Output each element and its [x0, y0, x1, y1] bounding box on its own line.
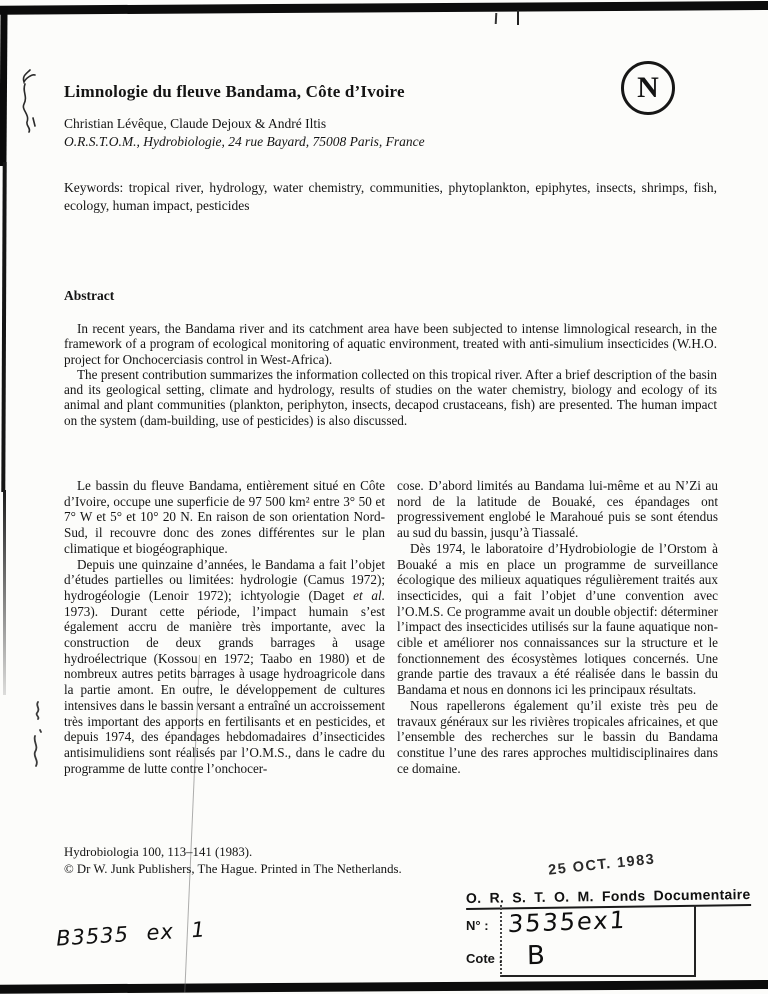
- body-right-paragraph-2: Dès 1974, le laboratoire d’Hydrobiologie de l’Orstom à Bouaké a mis en place un programme de surveillance écologique des milieux aquatiques régulièrement traités aux insecticides, qui a fait l’objet d’une convention avec l’O.M.S. Ce programme avait un double objectif: déterminer l’impact des insecticides utilisés sur la faune aquatique non-cible et améliorer nos connaissances sur la structure et le fonctionnement des écosystèmes lotiques concernés. Une grande partie des travaux a été réalisée dans le bassin du Bandama et nous en donnons ici les principaux résultats.: [397, 540, 718, 698]
- scan-fold-tick-icon: [517, 10, 519, 25]
- body-right-paragraph-1: cose. D’abord limités au Bandama lui-même et au N’Zi au nord de la latitude de Bouaké, ces épandages ont progressivement englobé le Marahoué puis se sont étendus au sud du bassin, jusqu’à Tiassalé.: [397, 478, 718, 541]
- body-left-paragraph-1: Le bassin du fleuve Bandama, entièrement situé en Côte d’Ivoire, occupe une superficie de 97 500 km² entre 3° 50 et 7° W et 5° et 10° 20 N. En raison de son orientation Nord-Sud, il recouvre donc des zones différentes sur le plan climatique et biogéographique.: [64, 478, 385, 556]
- handwritten-number-value: 3535ex1: [507, 905, 628, 939]
- scan-left-edge-strip-top: [0, 6, 8, 166]
- stamp-number-label: N° :: [466, 918, 489, 933]
- copyright-line: © Dr W. Junk Publishers, The Hague. Printed in The Netherlands.: [64, 861, 402, 876]
- date-received-stamp: 25 OCT. 1983: [547, 851, 657, 879]
- scan-top-edge-bar: [0, 1, 768, 15]
- scan-fold-tick-icon: [495, 13, 498, 24]
- abstract-heading: Abstract: [64, 288, 115, 303]
- body-left-paragraph-2: [64, 557, 385, 777]
- body-right-paragraph-3: Nous rapellerons également qu’il existe très peu de travaux généraux sur les rivières tropicales africaines, et que l’ensemble des recherches sur le bassin du Bandama constitue l’une des rares approches multidisciplinaires dans ce domaine.: [397, 697, 718, 776]
- body-left-column: [64, 478, 385, 776]
- scan-left-edge-strip-low: [3, 490, 6, 695]
- journal-reference-line: Hydrobiologia 100, 113–141 (1983).: [64, 845, 253, 859]
- keywords-line: Keywords: tropical river, hydrology, water chemistry, communities, phytoplankton, epiphytes, insects, shrimps, fish, ecology, human impact, pesticides: [64, 180, 717, 213]
- paper-title: Limnologie du fleuve Bandama, Côte d’Ivoire: [64, 82, 405, 101]
- body-left-paragraph-2-et-al: et al.: [353, 587, 385, 603]
- affiliation-line: O.R.S.T.O.M., Hydrobiologie, 24 rue Bayard, 75008 Paris, France: [64, 134, 425, 149]
- abstract-paragraph-2: The present contribution summarizes the information collected on this tropical river. After a brief description of the basin and its geological setting, climate and hydrology, results of studies on the water chemistry, biology and ecology of its animal and plant communities (plankton, periphyton, insects, decapod crustaceans, fish) are presented. The human impact on the system (dam-building, use of pesticides) is also discussed.: [64, 366, 717, 428]
- stamp-cote-label: Cote :: [466, 951, 503, 966]
- handwritten-shelf-code: B3535 ex 1: [55, 917, 207, 951]
- scan-left-edge-strip-mid: [1, 162, 6, 492]
- abstract-text: [64, 321, 717, 428]
- handwritten-cote-value: B: [526, 940, 546, 972]
- abstract-paragraph-1: In recent years, the Bandama river and its catchment area have been subjected to intense limnological research, in the framework of a program of ecological monitoring of aquatic environment, treated with anti-simulium insecticides (W.H.O. project for Onchocerciasis control in West-Africa).: [64, 321, 717, 367]
- circled-n-stamp: [621, 61, 675, 115]
- circled-n-letter: N: [637, 71, 659, 104]
- author-line: Christian Lévêque, Claude Dejoux & André Iltis: [64, 116, 327, 131]
- body-columns: [64, 478, 718, 776]
- pen-scribble-icon: [8, 66, 50, 138]
- scan-bottom-edge-bar: [0, 980, 768, 994]
- body-left-paragraph-2-post: 1973). Durant cette période, l’impact humain s’est également accru de manière très importante, avec la construction de deux grands barrages à usage hydroélectrique (Kossou en 1972; Taabo en 1980) et de nombreux autres petits barrages à usage hydroagricole dans la partie amont. En outre, le développement de cultures intensives dans le bassin versant a entraîné un accroissement très important des apports en fertilisants et en pesticides, et depuis 1974, des épandages hebdomadaires d’insecticides antisimulidiens sont réalisés par l’O.M.S., dans le cadre du programme de lutte contre l’onchocer-: [64, 603, 385, 776]
- orstom-fonds-documentaire-stamp: O. R. S. T. O. M. Fonds Documentaire: [466, 886, 751, 910]
- body-right-column: [397, 478, 718, 776]
- pen-scribble-icon: [26, 698, 50, 772]
- body-left-paragraph-2-pre: Depuis une quinzaine d’années, le Bandama a fait l’objet d’études partielles ou limitées: hydrologie (Camus 1972); hydrogéologie (Lenoir 1972); ichtyologie (Daget: [64, 556, 385, 603]
- journal-imprint: [64, 844, 402, 877]
